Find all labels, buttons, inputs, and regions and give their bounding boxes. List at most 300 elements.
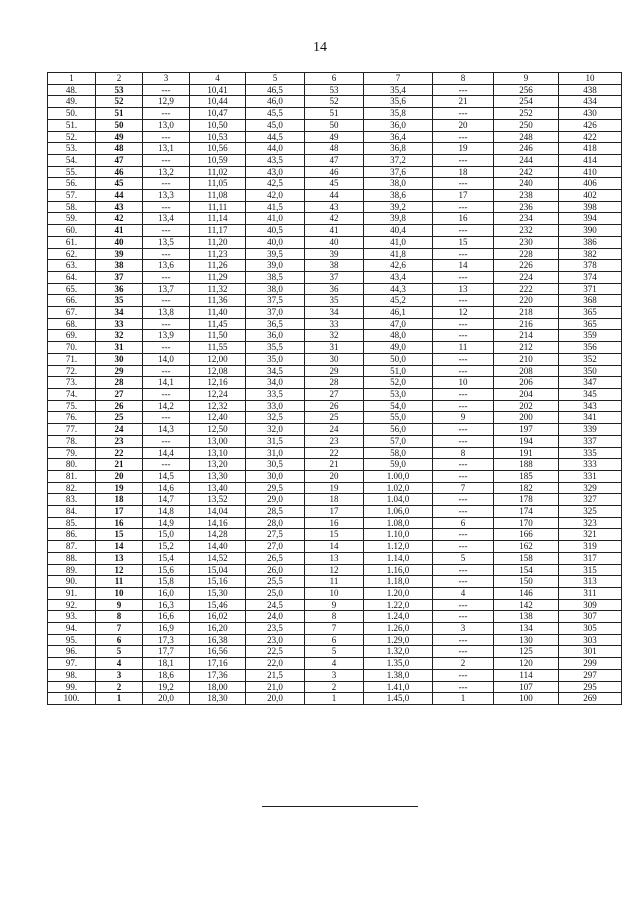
table-cell: 438 [559, 84, 622, 96]
table-cell: --- [433, 154, 494, 166]
table-cell: 1.26,0 [364, 623, 433, 635]
table-row [48, 353, 622, 365]
table-cell: 25 [305, 412, 364, 424]
table-cell: 41,0 [246, 213, 305, 225]
table-cell: 34,0 [246, 377, 305, 389]
table-cell: 382 [559, 248, 622, 260]
table-cell: 414 [559, 154, 622, 166]
table-cell: 48. [48, 84, 96, 96]
table-cell: 32 [305, 330, 364, 342]
table-cell: 18,30 [190, 693, 246, 705]
header-cell: 3 [143, 73, 190, 85]
table-cell: 10,44 [190, 96, 246, 108]
footer-rule [262, 806, 418, 807]
table-row [48, 669, 622, 681]
table-cell: 9 [305, 599, 364, 611]
table-cell: 15,46 [190, 599, 246, 611]
table-cell: --- [143, 271, 190, 283]
table-cell: 22 [96, 447, 143, 459]
table-cell: 11,29 [190, 271, 246, 283]
table-cell: 40 [305, 236, 364, 248]
table-cell: 345 [559, 388, 622, 400]
table-cell: 21,5 [246, 669, 305, 681]
table-cell: 170 [494, 517, 559, 529]
table-cell: 13,40 [190, 482, 246, 494]
score-table [47, 72, 622, 705]
table-cell: 5 [96, 646, 143, 658]
table-cell: 7 [433, 482, 494, 494]
table-cell: 48 [305, 143, 364, 155]
table-row [48, 576, 622, 588]
table-cell: 28,0 [246, 517, 305, 529]
table-cell: 65. [48, 283, 96, 295]
table-cell: 359 [559, 330, 622, 342]
table-cell: 20 [305, 470, 364, 482]
table-cell: 33,5 [246, 388, 305, 400]
table-cell: 40,0 [246, 236, 305, 248]
table-cell: 12,08 [190, 365, 246, 377]
table-cell: 14,1 [143, 377, 190, 389]
table-cell: 80. [48, 459, 96, 471]
table-cell: 15,2 [143, 541, 190, 553]
table-cell: 1.16,0 [364, 564, 433, 576]
table-cell: 368 [559, 295, 622, 307]
table-cell: 394 [559, 213, 622, 225]
table-cell: --- [143, 435, 190, 447]
table-cell: 23 [305, 435, 364, 447]
table-cell: 84. [48, 506, 96, 518]
table-cell: 333 [559, 459, 622, 471]
table-cell: 51. [48, 119, 96, 131]
table-cell: 18 [96, 494, 143, 506]
table-cell: 36,8 [364, 143, 433, 155]
table-cell: 68. [48, 318, 96, 330]
table-cell: 313 [559, 576, 622, 588]
table-cell: 15,8 [143, 576, 190, 588]
table-row [48, 236, 622, 248]
table-cell: 53. [48, 143, 96, 155]
table-cell: 26,0 [246, 564, 305, 576]
table-cell: 1.20,0 [364, 587, 433, 599]
table-cell: 29 [305, 365, 364, 377]
table-row [48, 623, 622, 635]
table-cell: 35 [305, 295, 364, 307]
table-cell: 158 [494, 552, 559, 564]
table-cell: 327 [559, 494, 622, 506]
table-cell: --- [433, 248, 494, 260]
table-cell: 23 [96, 435, 143, 447]
table-row [48, 529, 622, 541]
table-row [48, 517, 622, 529]
table-cell: --- [143, 248, 190, 260]
table-row [48, 435, 622, 447]
table-cell: 10,56 [190, 143, 246, 155]
table-cell: 50 [96, 119, 143, 131]
table-row [48, 388, 622, 400]
table-cell: 182 [494, 482, 559, 494]
table-cell: 1.24,0 [364, 611, 433, 623]
table-cell: 15 [96, 529, 143, 541]
table-row [48, 190, 622, 202]
table-cell: --- [433, 131, 494, 143]
table-cell: 17 [96, 506, 143, 518]
table-cell: 19 [305, 482, 364, 494]
table-cell: 14,5 [143, 470, 190, 482]
table-cell: 8 [96, 611, 143, 623]
table-row [48, 377, 622, 389]
table-body [48, 84, 622, 704]
table-cell: --- [143, 178, 190, 190]
table-cell: 30 [96, 353, 143, 365]
table-cell: 13,5 [143, 236, 190, 248]
table-cell: 46 [305, 166, 364, 178]
table-cell: 16,9 [143, 623, 190, 635]
table-cell: 130 [494, 634, 559, 646]
table-cell: 216 [494, 318, 559, 330]
table-cell: 14,7 [143, 494, 190, 506]
table-cell: 27 [305, 388, 364, 400]
table-cell: 319 [559, 541, 622, 553]
table-cell: 13,2 [143, 166, 190, 178]
table-cell: 11,26 [190, 260, 246, 272]
table-cell: 10 [305, 587, 364, 599]
table-cell: 16,02 [190, 611, 246, 623]
table-cell: 42 [305, 213, 364, 225]
table-cell: 92. [48, 599, 96, 611]
table-cell: 38,0 [364, 178, 433, 190]
table-cell: 43 [305, 201, 364, 213]
table-cell: 41,5 [246, 201, 305, 213]
table-cell: 47 [96, 154, 143, 166]
table-cell: 37,0 [246, 307, 305, 319]
table-cell: 352 [559, 353, 622, 365]
table-cell: 22,0 [246, 658, 305, 670]
table-cell: 26 [305, 400, 364, 412]
table-cell: 44,5 [246, 131, 305, 143]
table-cell: 25 [96, 412, 143, 424]
table-row [48, 599, 622, 611]
table-cell: 75. [48, 400, 96, 412]
table-cell: 57. [48, 190, 96, 202]
table-cell: 16,38 [190, 634, 246, 646]
table-cell: 25,5 [246, 576, 305, 588]
table-cell: 1.32,0 [364, 646, 433, 658]
table-cell: 202 [494, 400, 559, 412]
table-cell: 42,0 [246, 190, 305, 202]
table-cell: 14,9 [143, 517, 190, 529]
table-cell: 15,0 [143, 529, 190, 541]
table-cell: 32 [96, 330, 143, 342]
table-cell: 12 [305, 564, 364, 576]
table-cell: 236 [494, 201, 559, 213]
table-cell: 254 [494, 96, 559, 108]
table-cell: 44,0 [246, 143, 305, 155]
table-cell: 55. [48, 166, 96, 178]
table-row [48, 681, 622, 693]
table-cell: 53,0 [364, 388, 433, 400]
table-cell: --- [433, 669, 494, 681]
table-cell: 14,28 [190, 529, 246, 541]
table-cell: 1.12,0 [364, 541, 433, 553]
table-cell: 311 [559, 587, 622, 599]
table-cell: 11,23 [190, 248, 246, 260]
table-cell: 36 [305, 283, 364, 295]
table-cell: --- [433, 388, 494, 400]
table-cell: 26 [96, 400, 143, 412]
table-cell: 297 [559, 669, 622, 681]
table-header [48, 73, 622, 85]
header-cell: 8 [433, 73, 494, 85]
table-cell: 35,5 [246, 342, 305, 354]
table-cell: --- [143, 365, 190, 377]
table-cell: 8 [305, 611, 364, 623]
table-cell: 31 [305, 342, 364, 354]
table-cell: 11,14 [190, 213, 246, 225]
table-cell: 20,0 [246, 693, 305, 705]
table-cell: 418 [559, 143, 622, 155]
table-cell: 13,00 [190, 435, 246, 447]
table-cell: 63. [48, 260, 96, 272]
table-cell: 27 [96, 388, 143, 400]
table-cell: 96. [48, 646, 96, 658]
table-cell: 47 [305, 154, 364, 166]
table-cell: 305 [559, 623, 622, 635]
table-cell: 21 [96, 459, 143, 471]
table-cell: 81. [48, 470, 96, 482]
table-cell: 12 [96, 564, 143, 576]
table-cell: 13,4 [143, 213, 190, 225]
table-cell: 1.45,0 [364, 693, 433, 705]
table-cell: 252 [494, 108, 559, 120]
table-cell: 7 [96, 623, 143, 635]
table-row [48, 365, 622, 377]
table-cell: 5 [433, 552, 494, 564]
table-cell: 138 [494, 611, 559, 623]
table-cell: 6 [96, 634, 143, 646]
table-cell: --- [143, 108, 190, 120]
table-cell: 150 [494, 576, 559, 588]
table-cell: 21 [305, 459, 364, 471]
table-cell: 36,4 [364, 131, 433, 143]
table-cell: 43,5 [246, 154, 305, 166]
table-cell: 76. [48, 412, 96, 424]
table-cell: 339 [559, 424, 622, 436]
table-cell: 41 [305, 225, 364, 237]
table-cell: 72. [48, 365, 96, 377]
table-cell: 386 [559, 236, 622, 248]
table-cell: 12,00 [190, 353, 246, 365]
table-cell: 16 [96, 517, 143, 529]
table-cell: 11,36 [190, 295, 246, 307]
table-row [48, 424, 622, 436]
table-cell: 15,4 [143, 552, 190, 564]
table-cell: 52,0 [364, 377, 433, 389]
table-cell: 230 [494, 236, 559, 248]
table-cell: 41,0 [364, 236, 433, 248]
table-cell: 33 [305, 318, 364, 330]
table-cell: 250 [494, 119, 559, 131]
table-cell: 22 [305, 447, 364, 459]
table-row [48, 541, 622, 553]
table-cell: 59. [48, 213, 96, 225]
table-cell: --- [143, 201, 190, 213]
table-cell: 11,17 [190, 225, 246, 237]
table-cell: 11 [433, 342, 494, 354]
table-cell: --- [143, 459, 190, 471]
table-cell: 51,0 [364, 365, 433, 377]
table-cell: 45,2 [364, 295, 433, 307]
table-cell: 9 [96, 599, 143, 611]
table-cell: 331 [559, 470, 622, 482]
table-cell: 134 [494, 623, 559, 635]
page-number: 14 [313, 40, 327, 55]
table-cell: 1.06,0 [364, 506, 433, 518]
table-cell: 50,0 [364, 353, 433, 365]
table-cell: 218 [494, 307, 559, 319]
table-cell: 146 [494, 587, 559, 599]
table-cell: 343 [559, 400, 622, 412]
table-cell: 11 [305, 576, 364, 588]
header-cell: 7 [364, 73, 433, 85]
table-cell: 45 [96, 178, 143, 190]
table-cell: 197 [494, 424, 559, 436]
table-cell: 406 [559, 178, 622, 190]
table-cell: --- [143, 131, 190, 143]
table-cell: 1.02,0 [364, 482, 433, 494]
table-cell: 49 [96, 131, 143, 143]
table-cell: 15,30 [190, 587, 246, 599]
table-cell: 97. [48, 658, 96, 670]
table-cell: 4 [433, 587, 494, 599]
table-cell: --- [433, 470, 494, 482]
table-cell: 31,0 [246, 447, 305, 459]
table-cell: --- [433, 506, 494, 518]
table-cell: 27,0 [246, 541, 305, 553]
table-cell: 51 [305, 108, 364, 120]
table-cell: 38 [305, 260, 364, 272]
table-cell: 13,7 [143, 283, 190, 295]
table-cell: 18,00 [190, 681, 246, 693]
table-cell: 378 [559, 260, 622, 272]
table-cell: 10,59 [190, 154, 246, 166]
table-cell: 34,5 [246, 365, 305, 377]
table-row [48, 271, 622, 283]
table-cell: 226 [494, 260, 559, 272]
table-cell: 37,5 [246, 295, 305, 307]
table-cell: 19 [96, 482, 143, 494]
table-row [48, 307, 622, 319]
table-cell: 62. [48, 248, 96, 260]
table-row [48, 646, 622, 658]
table-cell: 66. [48, 295, 96, 307]
table-cell: 13,1 [143, 143, 190, 155]
table-cell: 17,36 [190, 669, 246, 681]
table-cell: 321 [559, 529, 622, 541]
table-cell: 34 [305, 307, 364, 319]
table-cell: 12 [433, 307, 494, 319]
table-cell: 20 [96, 470, 143, 482]
table-cell: 22,5 [246, 646, 305, 658]
table-cell: 16,20 [190, 623, 246, 635]
table-cell: 46,1 [364, 307, 433, 319]
table-row [48, 506, 622, 518]
table-cell: 402 [559, 190, 622, 202]
table-cell: 337 [559, 435, 622, 447]
table-cell: 13 [305, 552, 364, 564]
table-cell: 60. [48, 225, 96, 237]
table-cell: 341 [559, 412, 622, 424]
table-cell: 36 [96, 283, 143, 295]
table-cell: 24 [96, 424, 143, 436]
table-cell: 206 [494, 377, 559, 389]
table-row [48, 318, 622, 330]
table-cell: 29,5 [246, 482, 305, 494]
table-cell: 35,0 [246, 353, 305, 365]
table-cell: 16 [433, 213, 494, 225]
table-cell: --- [143, 225, 190, 237]
table-cell: 11,55 [190, 342, 246, 354]
table-cell: 21,0 [246, 681, 305, 693]
table-cell: 125 [494, 646, 559, 658]
table-cell: 1.14,0 [364, 552, 433, 564]
table-row [48, 693, 622, 705]
table-cell: 14,52 [190, 552, 246, 564]
table-cell: 8 [433, 447, 494, 459]
table-cell: 10,41 [190, 84, 246, 96]
table-cell: --- [433, 271, 494, 283]
table-row [48, 96, 622, 108]
table-cell: 15,6 [143, 564, 190, 576]
table-cell: 34 [96, 307, 143, 319]
table-cell: 41,8 [364, 248, 433, 260]
table-cell: 174 [494, 506, 559, 518]
table-cell: 114 [494, 669, 559, 681]
table-cell: --- [433, 681, 494, 693]
table-cell: 16,6 [143, 611, 190, 623]
table-row [48, 552, 622, 564]
table-cell: 1.38,0 [364, 669, 433, 681]
table-cell: 398 [559, 201, 622, 213]
table-cell: 13 [96, 552, 143, 564]
table-cell: 1.18,0 [364, 576, 433, 588]
table-cell: --- [433, 330, 494, 342]
table-cell: 200 [494, 412, 559, 424]
table-cell: 39,5 [246, 248, 305, 260]
table-cell: 410 [559, 166, 622, 178]
table-cell: 6 [433, 517, 494, 529]
table-cell: 154 [494, 564, 559, 576]
table-row [48, 248, 622, 260]
table-cell: 13,0 [143, 119, 190, 131]
table-cell: --- [433, 365, 494, 377]
table-cell: 39,0 [246, 260, 305, 272]
table-cell: 166 [494, 529, 559, 541]
table-cell: 188 [494, 459, 559, 471]
table-cell: 11 [96, 576, 143, 588]
table-cell: 43,0 [246, 166, 305, 178]
table-row [48, 143, 622, 155]
table-cell: 11,11 [190, 201, 246, 213]
table-cell: --- [433, 494, 494, 506]
table-cell: 208 [494, 365, 559, 377]
table-cell: 57,0 [364, 435, 433, 447]
table-cell: 16,56 [190, 646, 246, 658]
table-cell: 58. [48, 201, 96, 213]
table-cell: 220 [494, 295, 559, 307]
table-cell: 426 [559, 119, 622, 131]
table-cell: 11,40 [190, 307, 246, 319]
table-cell: 323 [559, 517, 622, 529]
